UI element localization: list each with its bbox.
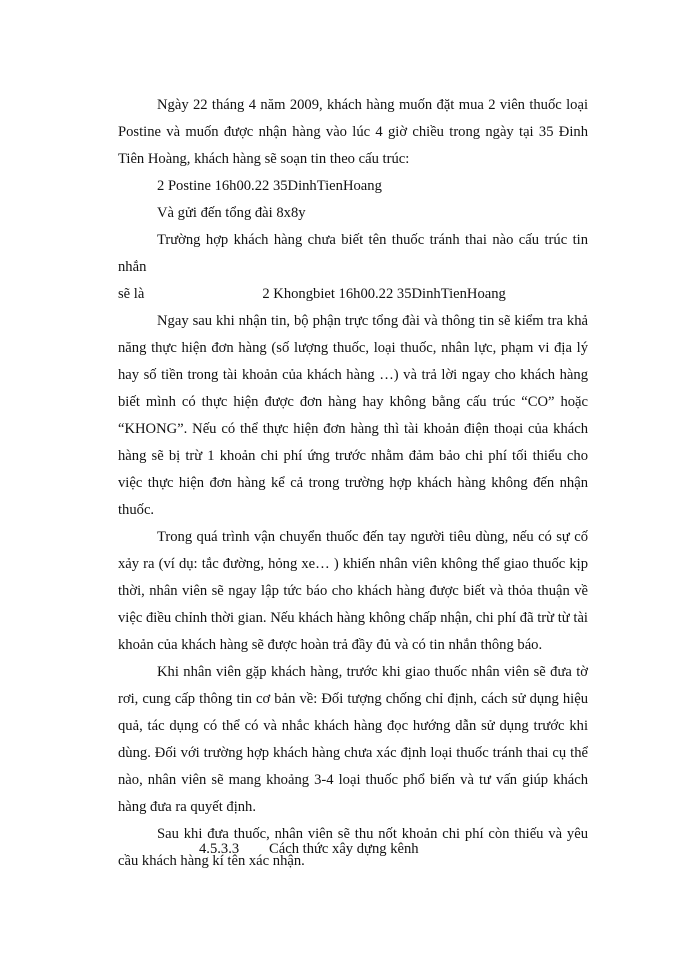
body-text xyxy=(118,92,588,875)
paragraph-delivery-incident: Trong quá trình vận chuyển thuốc đến tay người tiêu dùng, nếu có sự cố xảy ra (ví dụ: tắc đường, hỏng xe… ) khiến nhân viên không thể giao thuốc kịp thời, nhân viên sẽ ngay lập tức báo cho khách hàng được biết và thỏa thuận về việc điều chỉnh thời gian. Nếu khách hàng không chấp nhận, chi phí đã trừ từ tài khoản của khách hàng sẽ được hoàn trả đầy đủ và có tin nhắn thông báo. xyxy=(118,529,588,653)
paragraph-unknown-drug-line1: Trường hợp khách hàng chưa biết tên thuốc tránh thai nào cấu trúc tin nhắn xyxy=(118,232,588,275)
paragraph-order-check: Ngay sau khi nhận tin, bộ phận trực tổng đài và thông tin sẽ kiểm tra khả năng thực hiện đơn hàng (số lượng thuốc, loại thuốc, nhân lực, phạm vi địa lý hay số tiền trong tài khoản của khách hàng …) và trả lời ngay cho khách hàng biết mình có thực hiện được đơn hàng hay không bằng cấu trúc “CO” hoặc “KHONG”. Nếu có thể thực hiện đơn hàng thì tài khoản điện thoại của khách hàng sẽ bị trừ 1 khoản chi phí ứng trước nhằm đảm bảo chi phí tối thiểu cho việc thực hiện đơn hàng kể cả trong trường hợp khách hàng không đến nhận thuốc. xyxy=(118,313,588,518)
unknown-drug-lead: sẽ là xyxy=(118,286,145,302)
paragraph-payment: Sau khi đưa thuốc, nhân viên sẽ thu nốt khoản chi phí còn thiếu và yêu cầu khách hàng kí tên xác nhận. xyxy=(118,826,588,869)
paragraph-unknown-drug-line2 xyxy=(118,281,588,308)
paragraph-order-example: Ngày 22 tháng 4 năm 2009, khách hàng muốn đặt mua 2 viên thuốc loại Postine và muốn được nhận hàng vào lúc 4 giờ chiều trong ngày tại 35 Đinh Tiên Hoàng, khách hàng sẽ soạn tin theo cấu trúc: xyxy=(118,97,588,167)
section-title: Cách thức xây dựng kênh xyxy=(269,841,419,857)
section-heading xyxy=(199,836,419,863)
section-number: 4.5.3.3 xyxy=(199,841,240,857)
send-to-line: Và gửi đến tổng đài 8x8y xyxy=(157,205,306,221)
syntax-example-line: 2 Postine 16h00.22 35DinhTienHoang xyxy=(157,178,382,194)
unknown-drug-example: 2 Khongbiet 16h00.22 35DinhTienHoang xyxy=(262,286,506,302)
paragraph-handover: Khi nhân viên gặp khách hàng, trước khi giao thuốc nhân viên sẽ đưa tờ rơi, cung cấp thông tin cơ bản về: Đối tượng chống chỉ định, cách sử dụng hiệu quả, tác dụng có thể có và nhắc khách hàng đọc hướng dẫn sử dụng trước khi dùng. Đối với trường hợp khách hàng chưa xác định loại thuốc tránh thai cụ thể nào, nhân viên sẽ mang khoảng 3-4 loại thuốc phổ biến và tư vấn giúp khách hàng đưa ra quyết định. xyxy=(118,664,588,815)
